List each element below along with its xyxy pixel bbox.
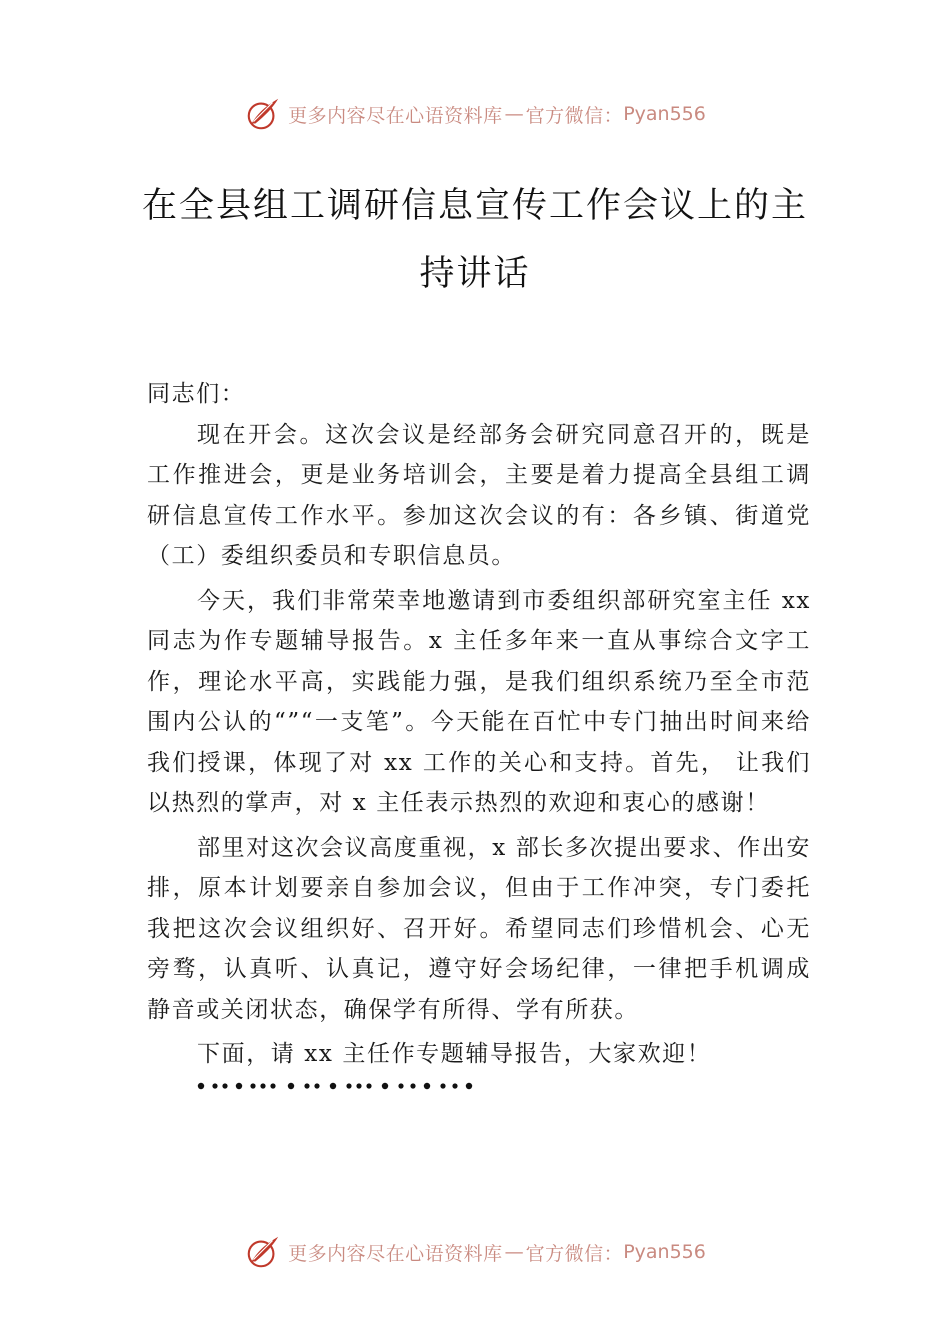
watermark-text: 更多内容尽在心语资料库 bbox=[288, 1242, 503, 1265]
salutation: 同志们： bbox=[147, 381, 246, 407]
paragraph-4: 下面，请 xx 主任作专题辅导报告，大家欢迎！ bbox=[197, 1041, 712, 1067]
document-body bbox=[147, 374, 811, 1075]
watermark-wechat-id: Pyan556 bbox=[623, 1241, 706, 1263]
watermark-label: 官方微信： bbox=[525, 1242, 624, 1265]
quill-logo-icon bbox=[244, 95, 282, 133]
document-title: 在全县组工调研信息宣传工作会议上的主持讲话 bbox=[141, 186, 808, 294]
quill-logo-icon bbox=[244, 1233, 282, 1271]
watermark-footer bbox=[0, 1230, 950, 1274]
watermark-separator: — bbox=[504, 1241, 524, 1263]
watermark-separator: — bbox=[504, 103, 524, 125]
watermark-header bbox=[0, 92, 950, 136]
paragraph-2: 今天，我们非常荣幸地邀请到市委组织部研究室主任 xx 同志为作专题辅导报告。x 主任多年来一直从事综合文字工作，理论水平高，实践能力强，是我们组织系统乃至全市范围内公认的“”“一支笔”。今天能在百忙中专门抽出时间来给我们授课，体现了对 xx 工作的关心和支持。首先， 让我们以热烈的掌声，对 x 主任表示热烈的欢迎和衷心的感谢！ bbox=[147, 587, 811, 816]
watermark-text: 更多内容尽在心语资料库 bbox=[288, 104, 503, 127]
watermark-label: 官方微信： bbox=[525, 104, 624, 127]
paragraph-3: 部里对这次会议高度重视，x 部长多次提出要求、作出安排，原本计划要亲自参加会议，但由于工作冲突，专门委托我把这次会议组织好、召开好。希望同志们珍惜机会、心无旁骛，认真听、认真记，遵守好会场纪律，一律把手机调成静音或关闭状态，确保学有所得、学有所获。 bbox=[147, 834, 811, 1023]
paragraph-1: 现在开会。这次会议是经部务会研究同意召开的，既是工作推进会，更是业务培训会，主要是着力提高全县组工调研信息宣传工作水平。参加这次会议的有：各乡镇、街道党（工）委组织委员和专职信息员。 bbox=[147, 421, 811, 569]
watermark-wechat-id: Pyan556 bbox=[623, 103, 706, 125]
end-mark-dots bbox=[195, 1072, 495, 1096]
